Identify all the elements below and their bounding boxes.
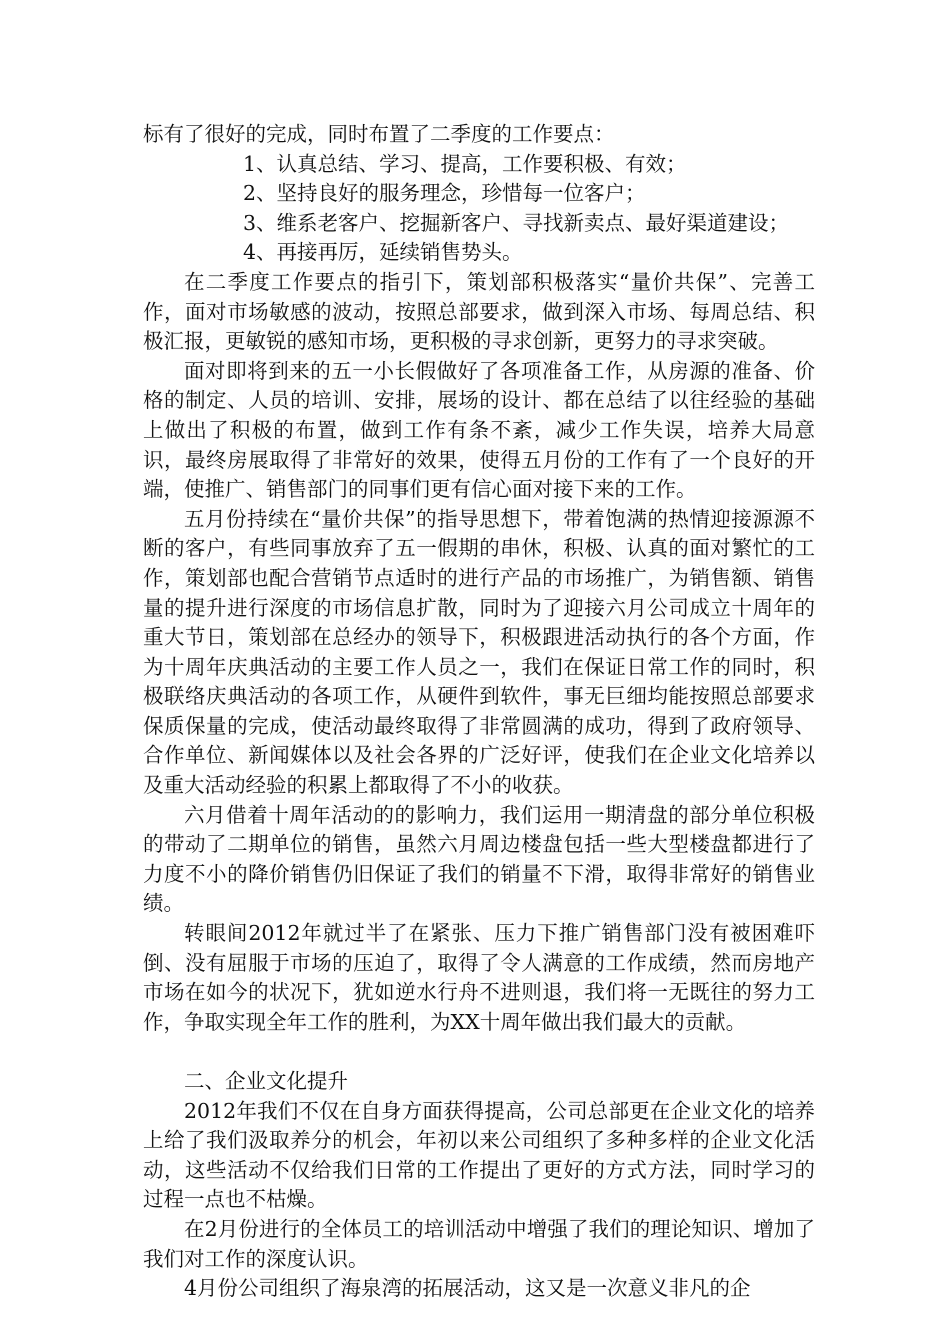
- list-item: 3、维系老客户、挖掘新客户、寻找新卖点、最好渠道建设；: [243, 210, 790, 235]
- body-paragraph: 2012年我们不仅在自身方面获得提高，公司总部更在企业文化的培养上给了我们汲取养分的机会，年初以来公司组织了多种多样的企业文化活动，这些活动不仅给我们日常的工作提出了更好的方式方法，同时学习的过程一点也不枯燥。: [143, 1098, 815, 1212]
- list-item: 1、认真总结、学习、提高，工作要积极、有效；: [243, 151, 687, 176]
- body-paragraph: 转眼间2012年就过半了在紧张、压力下推广销售部门没有被困难吓倒、没有屈服于市场的压迫了，取得了令人满意的工作成绩，然而房地产市场在如今的状况下，犹如逆水行舟不进则退，我们将一无既往的努力工作，争取实现全年工作的胜利，为XX十周年做出我们最大的贡献。: [143, 921, 815, 1034]
- paragraph-continuation: 标有了很好的完成，同时布置了二季度的工作要点：: [143, 122, 615, 146]
- body-paragraph: 二、企业文化提升: [184, 1069, 348, 1093]
- body-paragraph: 在2月份进行的全体员工的培训活动中增强了我们的理论知识、增加了我们对工作的深度认识。: [143, 1216, 815, 1271]
- body-paragraph: 五月份持续在“量价共保”的指导思想下，带着饱满的热情迎接源源不断的客户，有些同事放弃了五一假期的串休，积极、认真的面对繁忙的工作，策划部也配合营销节点适时的进行产品的市场推广，为销售额、销售量的提升进行深度的市场信息扩散，同时为了迎接六月公司成立十周年的重大节日，策划部在总经办的领导下，积极跟进活动执行的各个方面，作为十周年庆典活动的主要工作人员之一，我们在保证日常工作的同时，积极联络庆典活动的各项工作，从硬件到软件，事无巨细均能按照总部要求保质保量的完成，使活动最终取得了非常圆满的成功，得到了政府领导、合作单位、新闻媒体以及社会各界的广泛好评，使我们在企业文化培养以及重大活动经验的积累上都取得了不小的收获。: [143, 506, 815, 798]
- list-item: 4、再接再厉，延续销售势头。: [243, 240, 523, 265]
- body-paragraph: 在二季度工作要点的指引下，策划部积极落实“量价共保”、完善工作，面对市场敏感的波动，按照总部要求，做到深入市场、每周总结、积极汇报，更敏锐的感知市场，更积极的寻求创新，更努力的寻求突破。: [143, 269, 815, 354]
- body-paragraph: 六月借着十周年活动的的影响力，我们运用一期清盘的部分单位积极的带动了二期单位的销售，虽然六月周边楼盘包括一些大型楼盘都进行了力度不小的降价销售仍旧保证了我们的销量不下滑，取得非常好的销售业绩。: [143, 802, 815, 916]
- list-item: 2、坚持良好的服务理念，珍惜每一位客户；: [243, 181, 646, 206]
- body-paragraph: 面对即将到来的五一小长假做好了各项准备工作，从房源的准备、价格的制定、人员的培训、安排，展场的设计、都在总结了以往经验的基础上做出了积极的布置，做到工作有条不紊，减少工作失误，培养大局意识，最终房展取得了非常好的效果，使得五月份的工作有了一个良好的开端，使推广、销售部门的同事们更有信心面对接下来的工作。: [143, 358, 815, 502]
- body-paragraph: 4月份公司组织了海泉湾的拓展活动，这又是一次意义非凡的企: [184, 1276, 751, 1301]
- blank-line: [143, 1037, 815, 1067]
- document-body: [143, 120, 815, 1304]
